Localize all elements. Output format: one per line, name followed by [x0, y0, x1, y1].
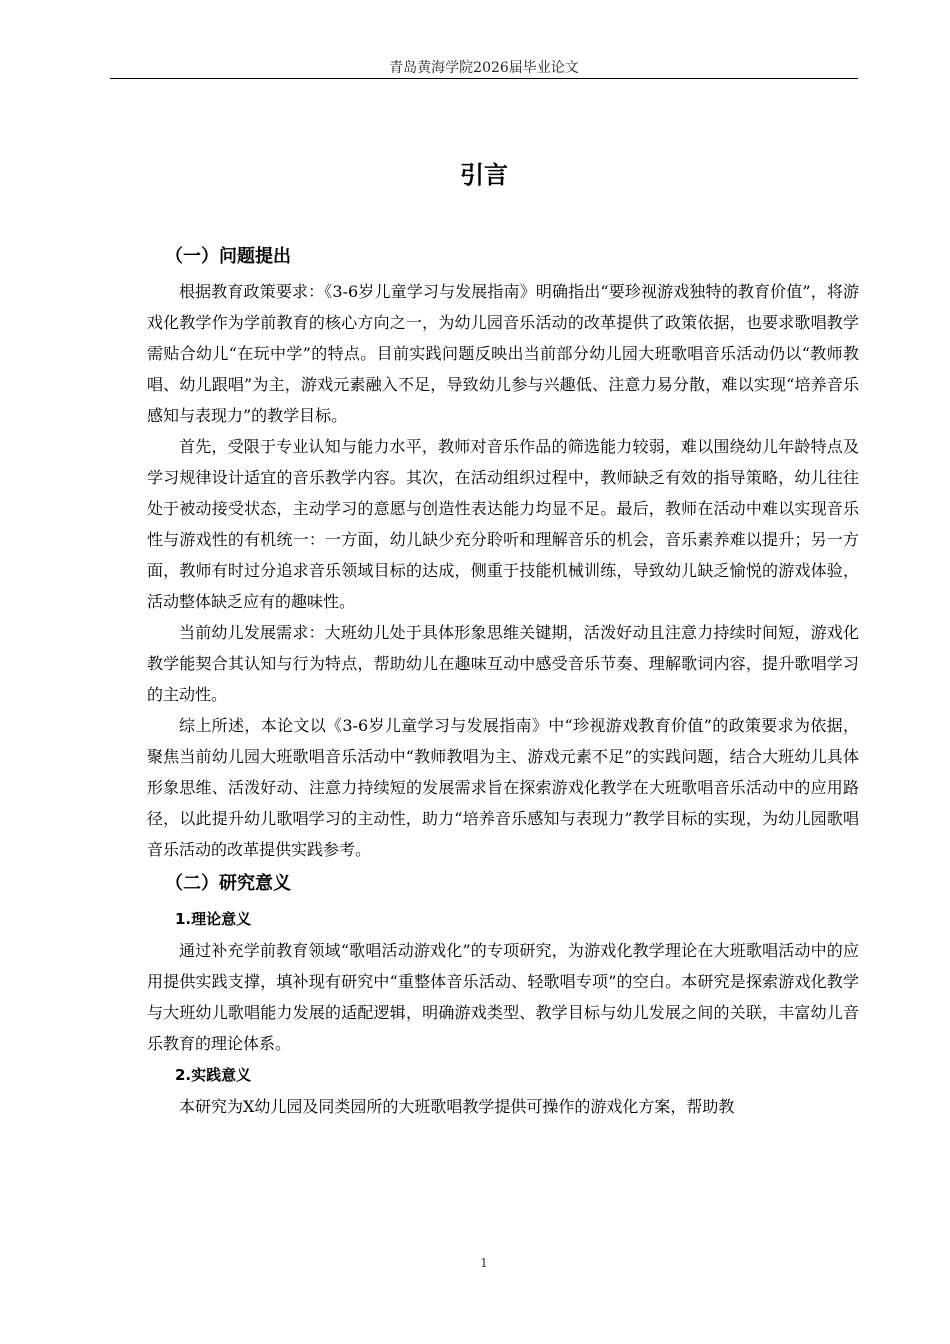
section-heading-significance: （二）研究意义	[165, 873, 291, 894]
page-number: 1	[480, 1256, 488, 1270]
subsection-heading-practice: 2.实践意义	[175, 1066, 252, 1084]
paragraph: 当前幼儿发展需求：大班幼儿处于具体形象思维关键期，活泼好动且注意力持续时间短，游戏化教学能契合其认知与行为特点，帮助幼儿在趣味互动中感受音乐节奏、理解歌词内容，提升歌唱学习的主动性。	[147, 623, 859, 704]
paragraph: 首先，受限于专业认知与能力水平，教师对音乐作品的筛选能力较弱，难以围绕幼儿年龄特点及学习规律设计适宜的音乐教学内容。其次，在活动组织过程中，教师缺乏有效的指导策略，幼儿往往处于被动接受状态，主动学习的意愿与创造性表达能力均显不足。最后，教师在活动中难以实现音乐性与游戏性的有机统一：一方面，幼儿缺少充分聆听和理解音乐的机会，音乐素养难以提升；另一方面，教师有时过分追求音乐领域目标的达成，侧重于技能机械训练，导致幼儿缺乏愉悦的游戏体验，活动整体缺乏应有的趣味性。	[147, 437, 859, 611]
paragraph: 通过补充学前教育领域“歌唱活动游戏化”的专项研究，为游戏化教学理论在大班歌唱活动中的应用提供实践支撑，填补现有研究中“重整体音乐活动、轻歌唱专项”的空白。本研究是探索游戏化教学与大班幼儿歌唱能力发展的适配逻辑，明确游戏类型、教学目标与幼儿发展之间的关联，丰富幼儿音乐教育的理论体系。	[147, 941, 859, 1053]
document-body	[147, 238, 859, 1122]
paragraph: 综上所述，本论文以《3-6岁儿童学习与发展指南》中“珍视游戏教育价值”的政策要求为依据，聚焦当前幼儿园大班歌唱音乐活动中“教师教唱为主、游戏元素不足”的实践问题，结合大班幼儿具体形象思维、活泼好动、注意力持续短的发展需求旨在探索游戏化教学在大班歌唱音乐活动中的应用路径，以此提升幼儿歌唱学习的主动性，助力“培养音乐感知与表现力”教学目标的实现，为幼儿园歌唱音乐活动的改革提供实践参考。	[147, 716, 859, 859]
page-header: 青岛黄海学院2026届毕业论文	[389, 60, 579, 76]
header-divider	[110, 78, 858, 79]
paragraph: 根据教育政策要求：《3-6岁儿童学习与发展指南》明确指出“要珍视游戏独特的教育价值”，将游戏化教学作为学前教育的核心方向之一，为幼儿园音乐活动的改革提供了政策依据，也要求歌唱教学需贴合幼儿“在玩中学”的特点。目前实践问题反映出当前部分幼儿园大班歌唱音乐活动仍以“教师教唱、幼儿跟唱”为主，游戏元素融入不足，导致幼儿参与兴趣低、注意力易分散，难以实现“培养音乐感知与表现力”的教学目标。	[147, 282, 859, 425]
section-heading-problem: （一）问题提出	[165, 246, 291, 267]
page-title: 引言	[460, 161, 508, 189]
subsection-heading-theory: 1.理论意义	[175, 910, 252, 928]
paragraph: 本研究为X幼儿园及同类园所的大班歌唱教学提供可操作的游戏化方案，帮助教	[179, 1097, 735, 1116]
